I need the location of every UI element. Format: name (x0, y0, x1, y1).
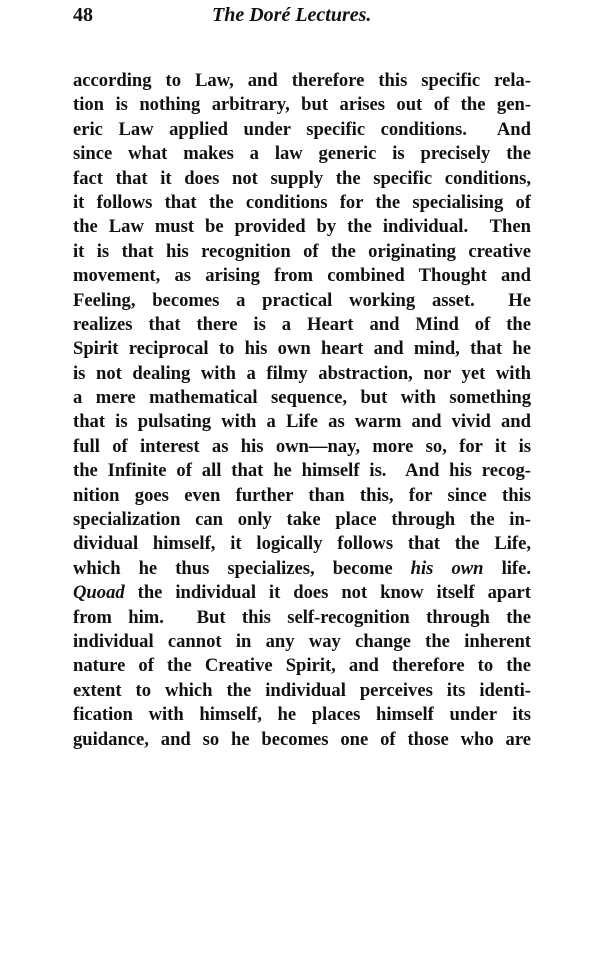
text-line (73, 118, 531, 142)
line-text: specialization can only take place through the in- (73, 509, 531, 531)
line-text: from him. But this self-recognition through the (73, 606, 531, 628)
text-line (73, 240, 531, 264)
line-text: nature of the Creative Spirit, and therefore to the (73, 655, 531, 677)
line-text: it is that his recognition of the originating creative (73, 240, 531, 262)
text-line (73, 630, 531, 654)
line-text: the individual it does not know itself apart (124, 582, 531, 604)
line-text: eric Law applied under specific conditions. And (73, 118, 531, 140)
line-text: full of interest as his own—nay, more so, for it is (73, 435, 531, 457)
text-line (73, 654, 531, 678)
running-title: The Doré Lectures. (212, 4, 372, 26)
text-line (73, 557, 531, 581)
italic-text: Quoad (73, 582, 125, 604)
text-line (73, 679, 531, 703)
line-text: realizes that there is a Heart and Mind of the (73, 313, 531, 335)
line-text: the Infinite of all that he himself is. And his recog- (73, 460, 531, 482)
text-line (73, 703, 531, 727)
line-text: extent to which the individual perceives its identi- (73, 679, 531, 701)
text-line (73, 93, 531, 117)
line-text: according to Law, and therefore this specific rela- (73, 70, 531, 91)
text-line (73, 69, 531, 93)
text-line (73, 264, 531, 288)
text-line (73, 289, 531, 313)
line-text: movement, as arising from combined Thought and (73, 265, 531, 287)
text-line (73, 508, 531, 532)
line-text: fact that it does not supply the specific conditions, (73, 167, 531, 189)
text-line (73, 435, 531, 459)
line-text: Feeling, becomes a practical working asset. He (73, 289, 531, 311)
text-line (73, 459, 531, 483)
text-line (73, 215, 531, 239)
text-line (73, 362, 531, 386)
line-text: Spirit reciprocal to his own heart and mind, that he (73, 338, 531, 360)
text-line (73, 386, 531, 410)
body-text (73, 69, 531, 752)
text-line (73, 484, 531, 508)
text-line (73, 728, 531, 752)
line-text: life. (483, 557, 531, 579)
line-text: dividual himself, it logically follows that the Life, (73, 533, 531, 555)
line-text: guidance, and so he becomes one of those who are (73, 728, 531, 750)
text-line (73, 167, 531, 191)
text-line (73, 532, 531, 556)
line-text: which he thus specializes, become (73, 557, 411, 579)
text-line (73, 606, 531, 630)
line-text: since what makes a law generic is precisely the (73, 143, 531, 165)
text-line (73, 337, 531, 361)
line-text: tion is nothing arbitrary, but arises out of the gen- (73, 94, 531, 116)
text-line (73, 410, 531, 434)
line-text: fication with himself, he places himself under its (73, 704, 531, 726)
text-line (73, 142, 531, 166)
line-text: individual cannot in any way change the inherent (73, 630, 531, 652)
text-line (73, 313, 531, 337)
line-text: is not dealing with a filmy abstraction, nor yet with (73, 362, 531, 384)
line-text: nition goes even further than this, for since this (73, 484, 531, 506)
italic-text: his own (410, 557, 484, 579)
page-number: 48 (73, 4, 93, 26)
line-text: a mere mathematical sequence, but with something (73, 387, 531, 409)
text-line (73, 581, 531, 605)
line-text: the Law must be provided by the individual. Then (73, 216, 531, 238)
line-text: that is pulsating with a Life as warm and vivid and (73, 411, 531, 433)
text-line (73, 191, 531, 215)
line-text: it follows that the conditions for the specialising of (73, 191, 531, 213)
